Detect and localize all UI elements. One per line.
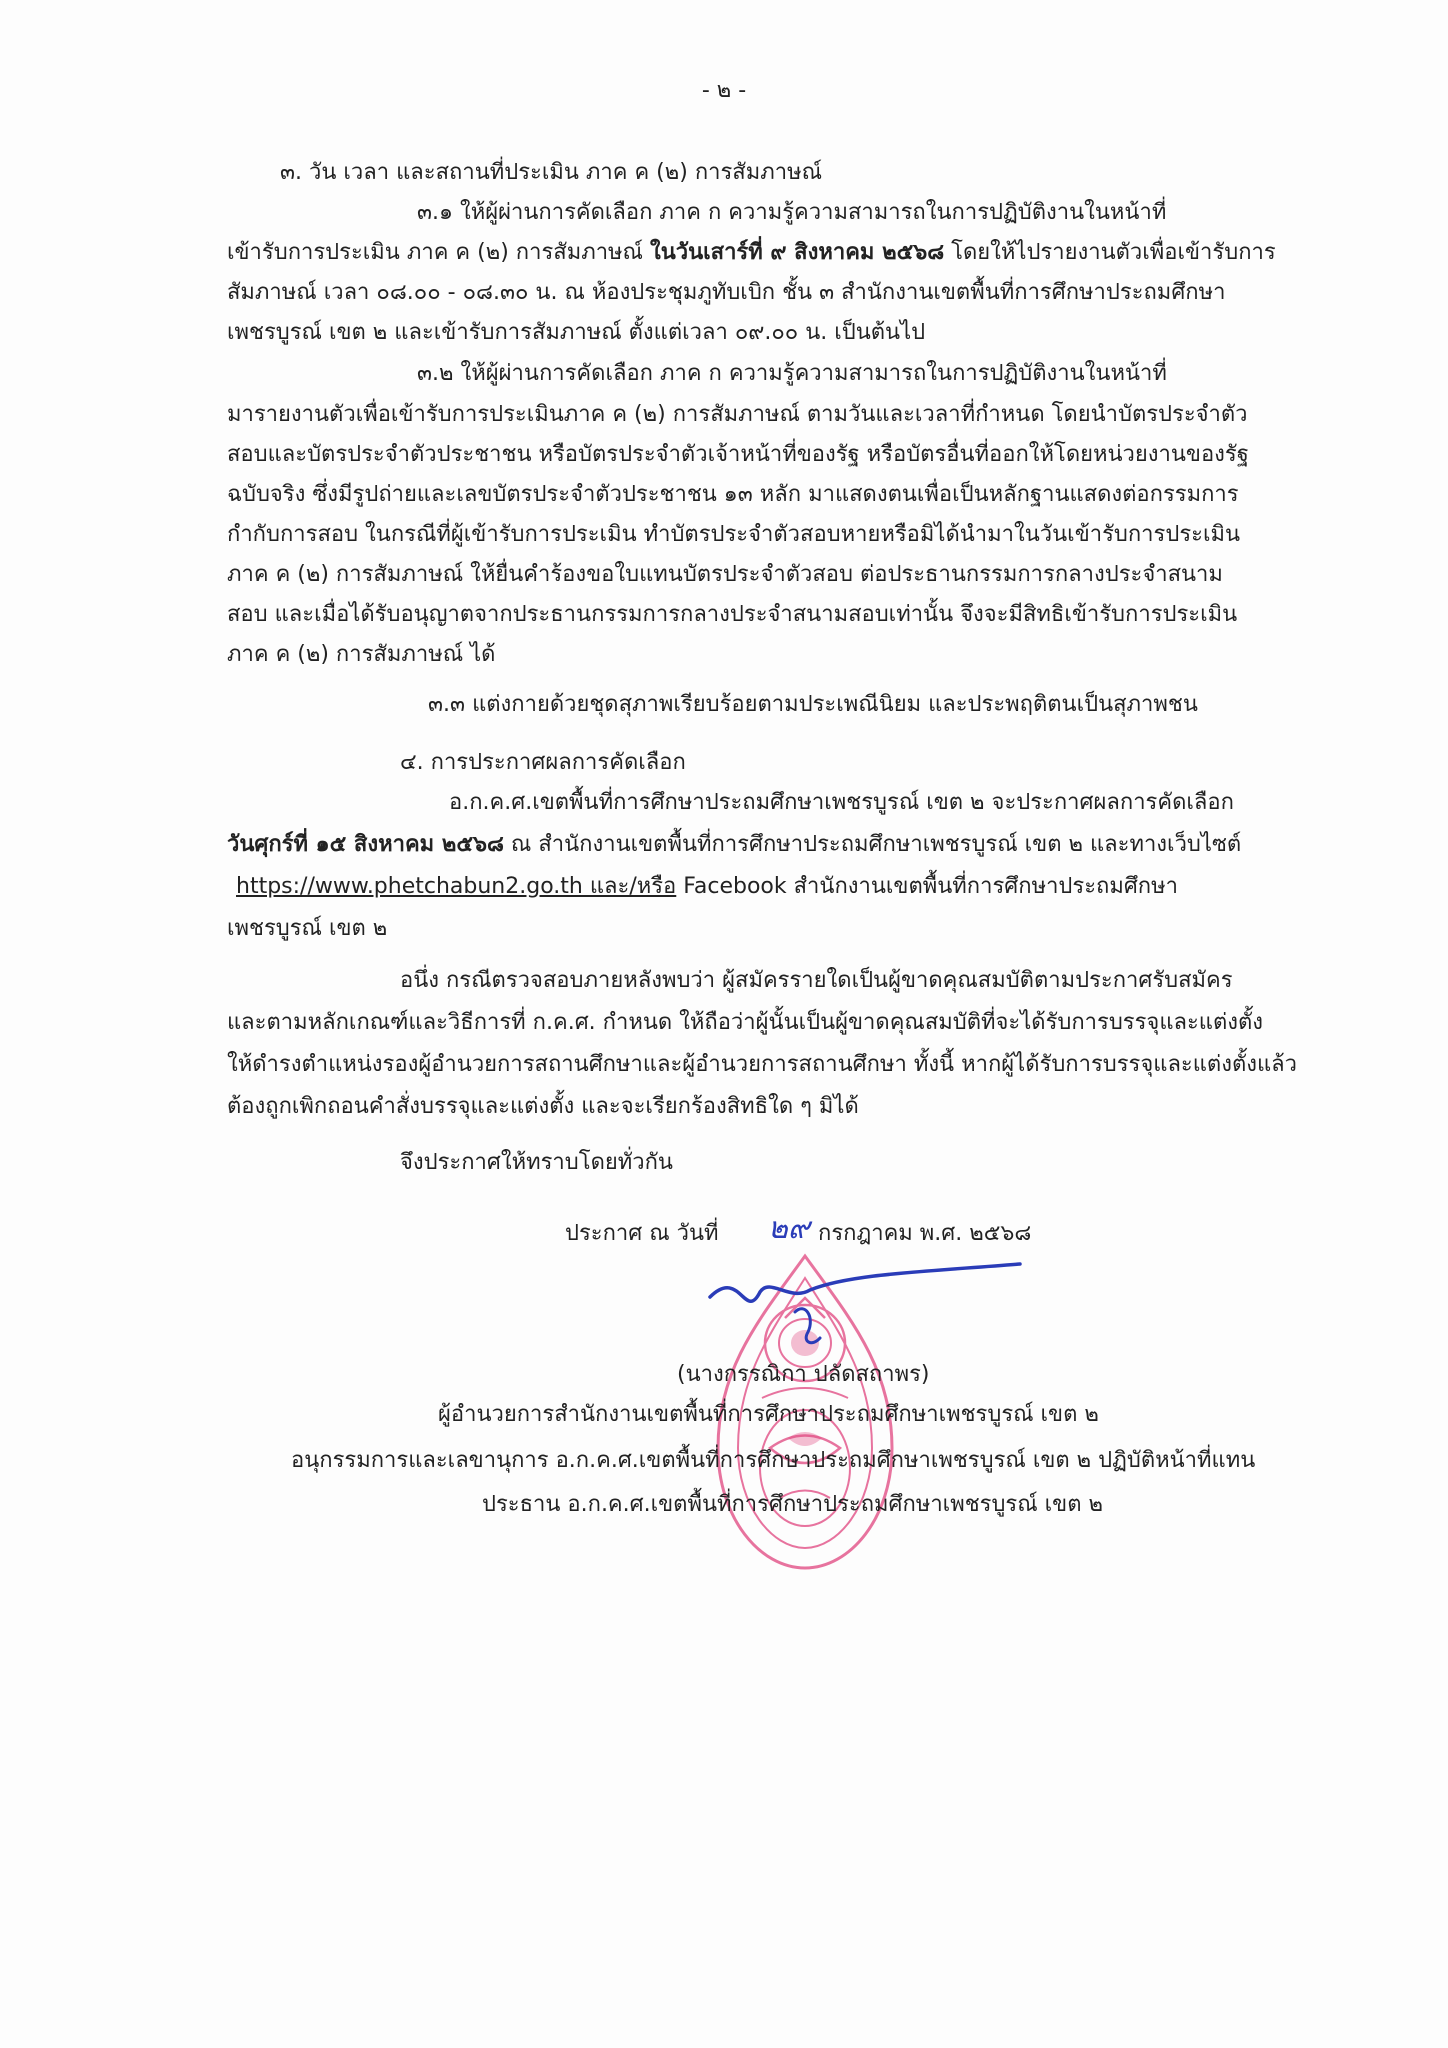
page-number: - ๒ - — [701, 78, 747, 103]
item-3-2-line-6: ภาค ค (๒) การสัมภาษณ์ ให้ยื่นคำร้องขอใบแทนบัตรประจำตัวสอบ ต่อประธานกรรมการกลางประจำสนาม — [227, 562, 1223, 587]
section-4-line-4: เพชรบูรณ์ เขต ๒ — [227, 916, 388, 941]
item-3-1-text-c: โดยให้ไปรายงานตัวเพื่อเข้ารับการ — [944, 240, 1276, 265]
item-3-3: ๓.๓ แต่งกายด้วยชุดสุภาพเรียบร้อยตามประเพณีนิยม และประพฤติตนเป็นสุภาพชน — [428, 692, 1198, 717]
section-4-line-2 — [227, 830, 1241, 860]
item-3-2-line-7: สอบ และเมื่อได้รับอนุญาตจากประธานกรรมการกลางประจำสนามสอบเท่านั้น จึงจะมีสิทธิเข้ารับการประเมิน — [227, 602, 1238, 627]
website-link[interactable]: https://www.phetchabun2.go.th และ/หรือ — [236, 874, 677, 899]
item-3-2-line-3: สอบและบัตรประจำตัวประชาชน หรือบัตรประจำตัวเจ้าหน้าที่ของรัฐ หรือบัตรอื่นที่ออกให้โดยหน่วยงานของรัฐ — [227, 442, 1249, 467]
note-line-3: ให้ดำรงตำแหน่งรองผู้อำนวยการสถานศึกษาและผู้อำนวยการสถานศึกษา ทั้งนี้ หากผู้ได้รับการบรรจุและแต่งตั้งแล้ว — [227, 1052, 1297, 1077]
section-4-line-2-rest: ณ สำนักงานเขตพื้นที่การศึกษาประถมศึกษาเพชรบูรณ์ เขต ๒ และทางเว็บไซต์ — [503, 832, 1242, 857]
note-line-1: อนึ่ง กรณีตรวจสอบภายหลังพบว่า ผู้สมัครรายใดเป็นผู้ขาดคุณสมบัติตามประกาศรับสมัคร — [400, 968, 1233, 993]
section-4-line-3 — [236, 872, 1178, 902]
item-3-1-text-a: เข้ารับการประเมิน ภาค ค (๒) การสัมภาษณ์ — [227, 240, 650, 265]
note-line-2: และตามหลักเกณฑ์และวิธีการที่ ก.ค.ศ. กำหนด ให้ถือว่าผู้นั้นเป็นผู้ขาดคุณสมบัติที่จะได้รับการบรรจุและแต่งตั้ง — [227, 1010, 1264, 1035]
closing-statement: จึงประกาศให้ทราบโดยทั่วกัน — [400, 1150, 673, 1175]
note-line-4: ต้องถูกเพิกถอนคำสั่งบรรจุและแต่งตั้ง และจะเรียกร้องสิทธิใด ๆ มิได้ — [227, 1094, 859, 1119]
announce-suffix: กรกฎาคม พ.ศ. ๒๕๖๘ — [818, 1221, 1032, 1246]
item-3-1-line-3: สัมภาษณ์ เวลา ๐๘.๐๐ - ๐๘.๓๐ น. ณ ห้องประชุมภูทับเบิก ชั้น ๓ สำนักงานเขตพื้นที่การศึกษาประถมศึกษา — [227, 280, 1226, 305]
item-3-2-line-2: มารายงานตัวเพื่อเข้ารับการประเมินภาค ค (๒) การสัมภาษณ์ ตามวันและเวลาที่กำหนด โดยนำบัตรประจำตัว — [227, 402, 1248, 427]
item-3-2-line-4: ฉบับจริง ซึ่งมีรูปถ่ายและเลขบัตรประจำตัวประชาชน ๑๓ หลัก มาแสดงตนเพื่อเป็นหลักฐานแสดงต่อกรรมการ — [227, 482, 1239, 507]
signatory-title-1: ผู้อำนวยการสำนักงานเขตพื้นที่การศึกษาประถมศึกษาเพชรบูรณ์ เขต ๒ — [438, 1402, 1099, 1427]
item-3-2-line-8: ภาค ค (๒) การสัมภาษณ์ ได้ — [227, 642, 496, 667]
handwritten-day: ๒๙ — [768, 1211, 810, 1246]
signatory-name: (นางกรรณิกา ปลัดสถาพร) — [677, 1362, 930, 1387]
signatory-title-3: ประธาน อ.ก.ค.ศ.เขตพื้นที่การศึกษาประถมศึกษาเพชรบูรณ์ เขต ๒ — [482, 1492, 1103, 1517]
item-3-1-line-2 — [227, 238, 1276, 268]
interview-date: ในวันเสาร์ที่ ๙ สิงหาคม ๒๕๖๘ — [649, 240, 945, 265]
item-3-2-line-1: ๓.๒ ให้ผู้ผ่านการคัดเลือก ภาค ก ความรู้ความสามารถในการปฏิบัติงานในหน้าที่ — [417, 361, 1167, 386]
item-3-1-line-1: ๓.๑ ให้ผู้ผ่านการคัดเลือก ภาค ก ความรู้ความสามารถในการปฏิบัติงานในหน้าที่ — [417, 200, 1167, 225]
section-4-line-3-rest: Facebook สำนักงานเขตพื้นที่การศึกษาประถมศึกษา — [676, 874, 1178, 899]
section-4-heading: ๔. การประกาศผลการคัดเลือก — [400, 750, 686, 775]
signatory-title-2: อนุกรรมการและเลขานุการ อ.ก.ค.ศ.เขตพื้นที่การศึกษาประถมศึกษาเพชรบูรณ์ เขต ๒ ปฏิบัติหน้าที่แทน — [291, 1448, 1256, 1473]
item-3-2-line-5: กำกับการสอบ ในกรณีที่ผู้เข้ารับการประเมิน ทำบัตรประจำตัวสอบหายหรือมิได้นำมาในวันเข้ารับการประเมิน — [227, 522, 1241, 547]
result-date: วันศุกร์ที่ ๑๕ สิงหาคม ๒๕๖๘ — [227, 832, 504, 857]
section-4-line-1: อ.ก.ค.ศ.เขตพื้นที่การศึกษาประถมศึกษาเพชรบูรณ์ เขต ๒ จะประกาศผลการคัดเลือก — [449, 790, 1234, 815]
item-3-1-line-4: เพชรบูรณ์ เขต ๒ และเข้ารับการสัมภาษณ์ ตั้งแต่เวลา ๐๙.๐๐ น. เป็นต้นไป — [227, 320, 926, 345]
section-3-heading: ๓. วัน เวลา และสถานที่ประเมิน ภาค ค (๒) การสัมภาษณ์ — [280, 160, 823, 185]
announce-prefix: ประกาศ ณ วันที่ — [565, 1221, 719, 1246]
